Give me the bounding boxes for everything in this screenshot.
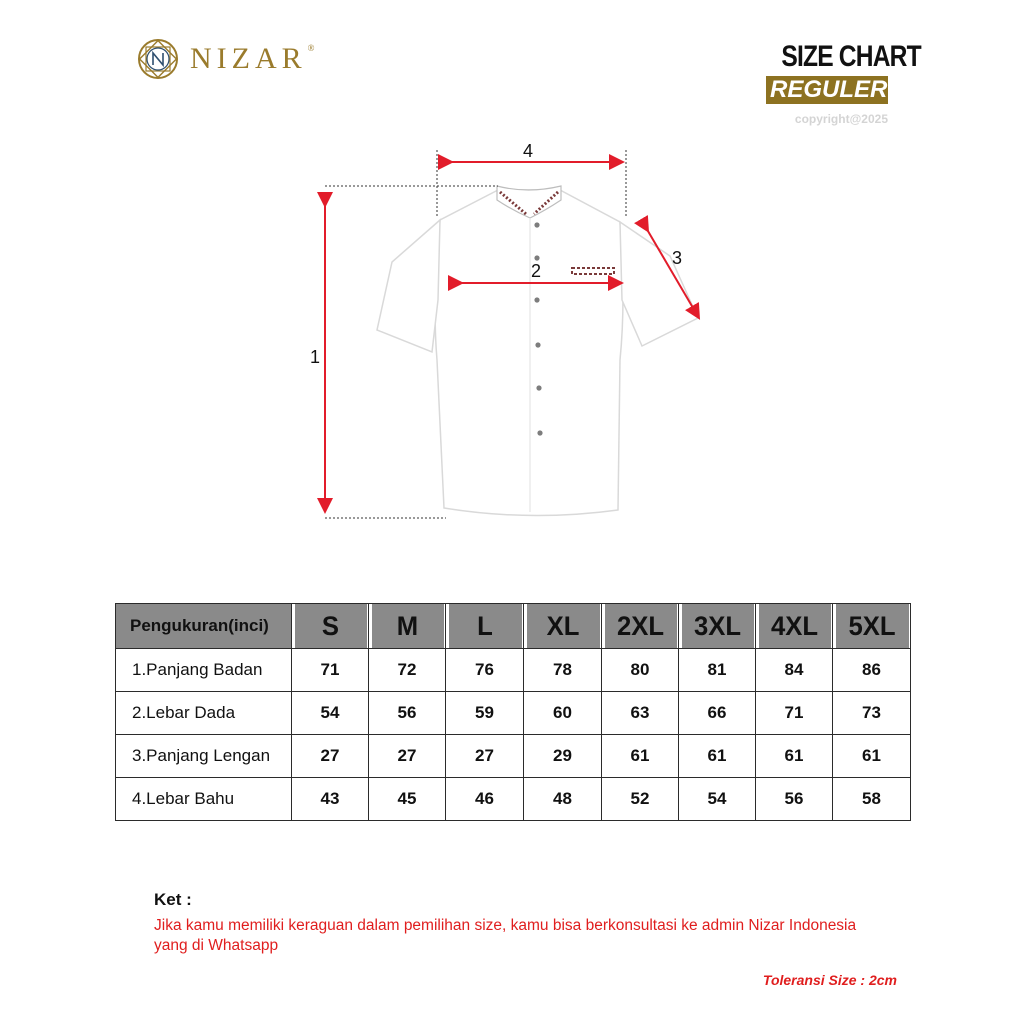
table-cell: 27 xyxy=(292,735,369,778)
table-cell: 80 xyxy=(602,649,679,692)
brand-name: NIZAR® xyxy=(190,42,320,75)
notes-text: Jika kamu memiliki keraguan dalam pemilihan size, kamu bisa berkonsultasi ke admin Nizar Indonesia yang di Whatsapp xyxy=(154,917,857,954)
table-cell: 66 xyxy=(679,692,756,735)
table-cell: 81 xyxy=(679,649,756,692)
table-cell: 72 xyxy=(369,649,446,692)
table-cell: 71 xyxy=(292,649,369,692)
shoulder-label: 4 xyxy=(522,141,534,161)
table-cell: 48 xyxy=(524,778,602,821)
table-cell: 61 xyxy=(602,735,679,778)
table-cell: 29 xyxy=(524,735,602,778)
size-header: M xyxy=(370,604,443,649)
sleeve-label: 3 xyxy=(671,248,683,268)
table-cell: 56 xyxy=(756,778,833,821)
chest-label: 2 xyxy=(530,261,542,281)
table-cell: 61 xyxy=(833,735,911,778)
measurement-header: Pengukuran(inci) xyxy=(116,604,292,649)
size-header: S xyxy=(293,604,366,649)
table-cell: 54 xyxy=(679,778,756,821)
table-header-row xyxy=(116,604,911,649)
size-header: 4XL xyxy=(757,604,830,649)
table-cell: 56 xyxy=(369,692,446,735)
table-row xyxy=(116,692,911,735)
size-header: 2XL xyxy=(603,604,676,649)
fit-badge: REGULER xyxy=(766,76,888,104)
size-chart-table xyxy=(115,603,911,821)
notes-title: Ket : xyxy=(154,890,192,909)
size-header: XL xyxy=(525,604,599,649)
table-cell: 76 xyxy=(446,649,524,692)
table-cell: 43 xyxy=(292,778,369,821)
table-cell: 84 xyxy=(756,649,833,692)
size-header: L xyxy=(447,604,521,649)
table-cell: 86 xyxy=(833,649,911,692)
row-label: 3.Panjang Lengan xyxy=(116,735,292,778)
table-cell: 73 xyxy=(833,692,911,735)
page-title: SIZE CHART xyxy=(781,40,921,73)
table-cell: 59 xyxy=(446,692,524,735)
table-cell: 58 xyxy=(833,778,911,821)
row-label: 2.Lebar Dada xyxy=(116,692,292,735)
table-cell: 27 xyxy=(446,735,524,778)
table-row xyxy=(116,649,911,692)
table-cell: 27 xyxy=(369,735,446,778)
table-cell: 71 xyxy=(756,692,833,735)
table-cell: 78 xyxy=(524,649,602,692)
table-cell: 60 xyxy=(524,692,602,735)
table-cell: 46 xyxy=(446,778,524,821)
table-cell: 45 xyxy=(369,778,446,821)
table-row xyxy=(116,735,911,778)
length-label: 1 xyxy=(309,347,321,367)
table-cell: 54 xyxy=(292,692,369,735)
table-cell: 61 xyxy=(679,735,756,778)
tolerance-note: Toleransi Size : 2cm xyxy=(762,972,897,988)
table-row xyxy=(116,778,911,821)
row-label: 1.Panjang Badan xyxy=(116,649,292,692)
size-header: 5XL xyxy=(834,604,908,649)
copyright-text: copyright@2025 xyxy=(794,112,888,126)
size-header: 3XL xyxy=(680,604,753,649)
table-cell: 63 xyxy=(602,692,679,735)
row-label: 4.Lebar Bahu xyxy=(116,778,292,821)
table-cell: 61 xyxy=(756,735,833,778)
table-cell: 52 xyxy=(602,778,679,821)
